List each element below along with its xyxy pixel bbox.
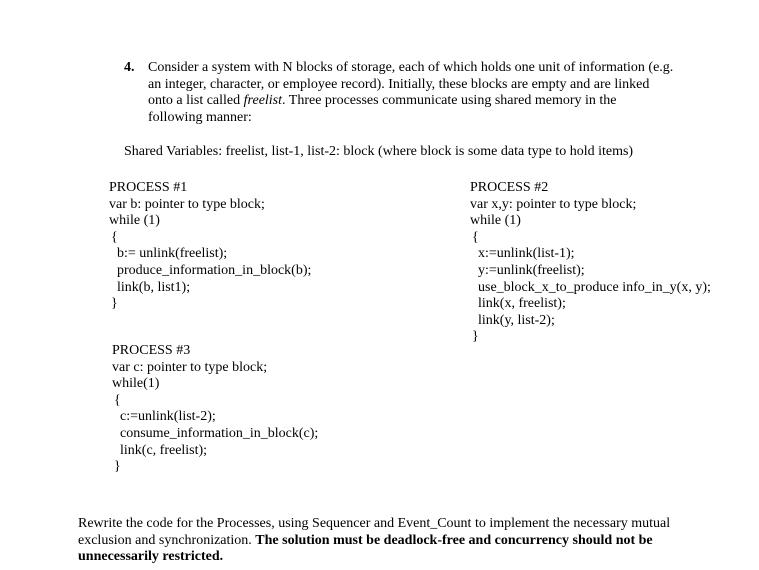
process-3-line: link(c, freelist); [120, 442, 208, 458]
question-line-3 [148, 93, 728, 110]
process-3-line: c:=unlink(list-2); [120, 409, 216, 425]
process-2-line: } [472, 329, 479, 345]
process-3-line: { [114, 392, 121, 408]
process-1-line: { [111, 229, 118, 245]
question-line-3-end: . Three processes communicate using shared memory in the [282, 93, 617, 109]
process-2-title: PROCESS #2 [470, 180, 549, 195]
rewrite-line-2-plain: exclusion and synchronization. [78, 532, 256, 548]
process-2-line: x:=unlink(list-1); [478, 246, 575, 262]
process-2-line: link(y, list-2); [478, 312, 555, 328]
question-line-1: Consider a system with N blocks of storage, each of which holds one unit of information (e.g. [148, 60, 674, 75]
process-2-block [470, 180, 711, 346]
process-2-line: var x,y: pointer to type block; [470, 196, 637, 212]
rewrite-line-1: Rewrite the code for the Processes, using Sequencer and Event_Count to implement the necessary mutual [78, 516, 671, 531]
process-1-title: PROCESS #1 [109, 180, 188, 195]
question-number: 4. [124, 60, 135, 75]
process-3-block [112, 343, 318, 476]
rewrite-line-2-bold: The solution must be deadlock-free and concurrency should not be [255, 532, 653, 548]
process-1-line: produce_information_in_block(b); [117, 262, 312, 278]
shared-variables: Shared Variables: freelist, list-1, list-2: block (where block is some data type to hold items) [124, 144, 634, 159]
process-3-line: while(1) [112, 376, 160, 392]
process-3-line: var c: pointer to type block; [112, 359, 268, 375]
process-2-line: y:=unlink(freelist); [478, 262, 585, 278]
process-3-title: PROCESS #3 [112, 343, 191, 358]
process-1-line: link(b, list1); [117, 279, 191, 295]
process-2-line: while (1) [470, 213, 521, 229]
process-3-line: } [114, 459, 121, 475]
process-1-line: var b: pointer to type block; [109, 196, 265, 212]
rewrite-line-2 [78, 533, 718, 550]
rewrite-line-3: unnecessarily restricted. [78, 549, 224, 565]
process-2-line: link(x, freelist); [478, 296, 566, 312]
freelist-term: freelist [243, 93, 283, 109]
process-1-line: while (1) [109, 213, 160, 229]
question-line-2: an integer, character, or employee record). Initially, these blocks are empty and are linked [148, 76, 650, 92]
process-1-block [109, 180, 311, 313]
process-1-line: b:= unlink(freelist); [117, 246, 228, 262]
process-1-line: } [111, 296, 118, 312]
rewrite-instructions [78, 516, 718, 566]
process-3-line: consume_information_in_block(c); [120, 425, 319, 441]
process-2-line: use_block_x_to_produce info_in_y(x, y); [478, 279, 711, 295]
process-2-line: { [472, 229, 479, 245]
question-line-4: following manner: [148, 109, 252, 125]
question-line-3-start: onto a list called [148, 93, 244, 109]
question-text [148, 60, 728, 126]
